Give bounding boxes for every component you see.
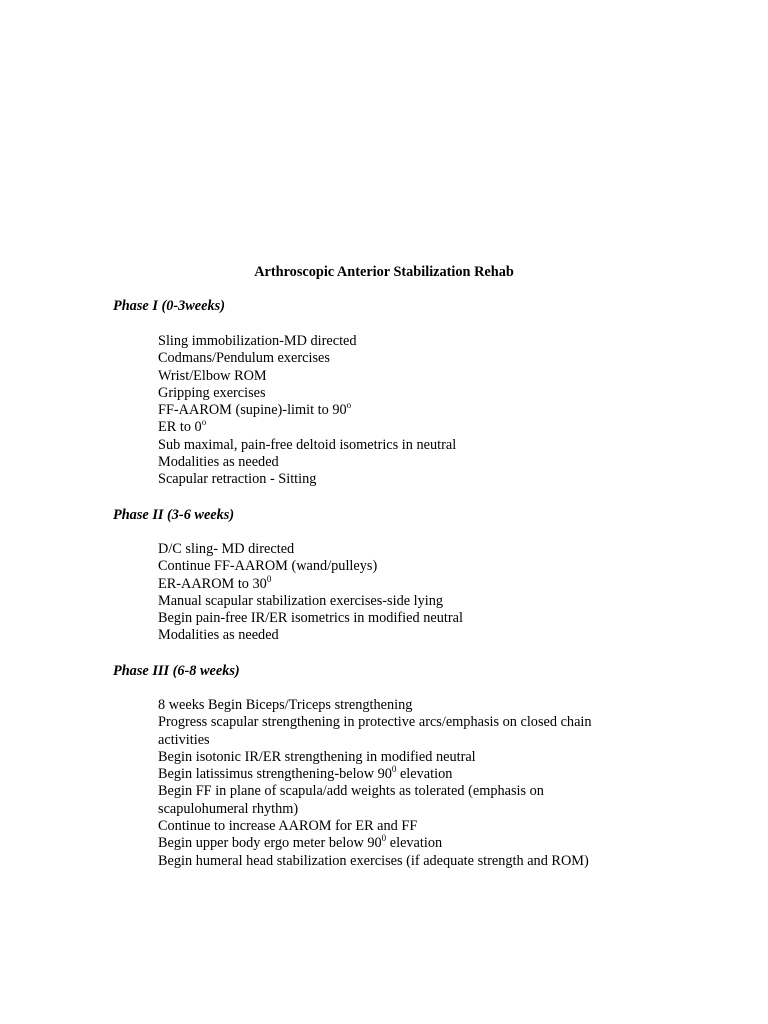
phase-1-item xyxy=(158,419,628,436)
phase-2-item xyxy=(158,610,628,627)
item-text: Modalities as needed xyxy=(158,454,279,471)
phase-3-item xyxy=(158,818,628,835)
item-text: Continue FF-AAROM (wand/pulleys) xyxy=(158,558,378,575)
phase-3-item xyxy=(158,783,628,818)
degree-superscript: o xyxy=(346,400,352,411)
item-text: FF-AAROM (supine)-limit to 90 xyxy=(158,402,347,419)
phase-3-item xyxy=(158,714,628,749)
phase-1-item xyxy=(158,368,628,385)
phase-3-item xyxy=(158,766,628,783)
phase-1-heading: Phase I (0-3weeks) xyxy=(113,298,225,314)
phase-1-item xyxy=(158,454,628,471)
phase-1-list xyxy=(158,333,628,489)
phase-3-item xyxy=(158,853,628,870)
phase-2-item xyxy=(158,573,628,593)
item-text: Begin humeral head stabilization exercises (if adequate strength and ROM) xyxy=(158,852,589,869)
phase-1-item xyxy=(158,333,628,350)
document-title: Arthroscopic Anterior Stabilization Rehab xyxy=(254,264,514,280)
item-text: Begin isotonic IR/ER strengthening in modified neutral xyxy=(158,748,476,765)
phase-2-item xyxy=(158,593,628,610)
item-text-after: elevation xyxy=(386,835,443,852)
degree-superscript: 0 xyxy=(381,833,387,844)
phase-1-item xyxy=(158,437,628,454)
item-text: D/C sling- MD directed xyxy=(158,541,295,557)
phase-1-item xyxy=(158,385,628,402)
item-text: ER-AAROM to 30 xyxy=(158,575,267,592)
item-text: Scapular retraction - Sitting xyxy=(158,471,317,488)
item-text: 8 weeks Begin Biceps/Triceps strengthening xyxy=(158,697,413,713)
phase-2-item xyxy=(158,627,628,644)
item-text: ER to 0 xyxy=(158,419,202,436)
phase-1-item xyxy=(158,350,628,367)
item-text: Gripping exercises xyxy=(158,384,266,401)
item-text: Progress scapular strengthening in protective arcs/emphasis on closed chain activities xyxy=(158,714,592,748)
phase-3-item xyxy=(158,697,628,714)
item-text: Sling immobilization-MD directed xyxy=(158,333,357,349)
phase-2-list xyxy=(158,541,628,645)
phase-2-item xyxy=(158,558,628,575)
item-text: Begin FF in plane of scapula/add weights as tolerated (emphasis on scapulohumeral rhythm) xyxy=(158,783,544,817)
item-text: Begin pain-free IR/ER isometrics in modified neutral xyxy=(158,610,463,627)
phase-1-item xyxy=(158,402,628,419)
item-text: Wrist/Elbow ROM xyxy=(158,367,267,384)
phase-1-item xyxy=(158,471,628,488)
item-text-after: elevation xyxy=(396,766,453,783)
item-text: Begin upper body ergo meter below 90 xyxy=(158,835,382,852)
phase-3-list xyxy=(158,697,628,870)
degree-superscript: 0 xyxy=(391,764,397,775)
degree-superscript: 0 xyxy=(266,573,272,584)
item-text: Manual scapular stabilization exercises-side lying xyxy=(158,592,444,609)
phase-2-heading: Phase II (3-6 weeks) xyxy=(113,507,235,523)
item-text: Modalities as needed xyxy=(158,627,279,644)
phase-3-item xyxy=(158,835,628,852)
phase-2-item xyxy=(158,541,628,558)
item-text: Begin latissimus strengthening-below 90 xyxy=(158,766,392,783)
item-text: Codmans/Pendulum exercises xyxy=(158,350,330,367)
degree-superscript: o xyxy=(201,417,207,428)
item-text: Continue to increase AAROM for ER and FF xyxy=(158,818,418,835)
item-text: Sub maximal, pain-free deltoid isometrics in neutral xyxy=(158,436,457,453)
phase-3-heading: Phase III (6-8 weeks) xyxy=(113,663,240,679)
